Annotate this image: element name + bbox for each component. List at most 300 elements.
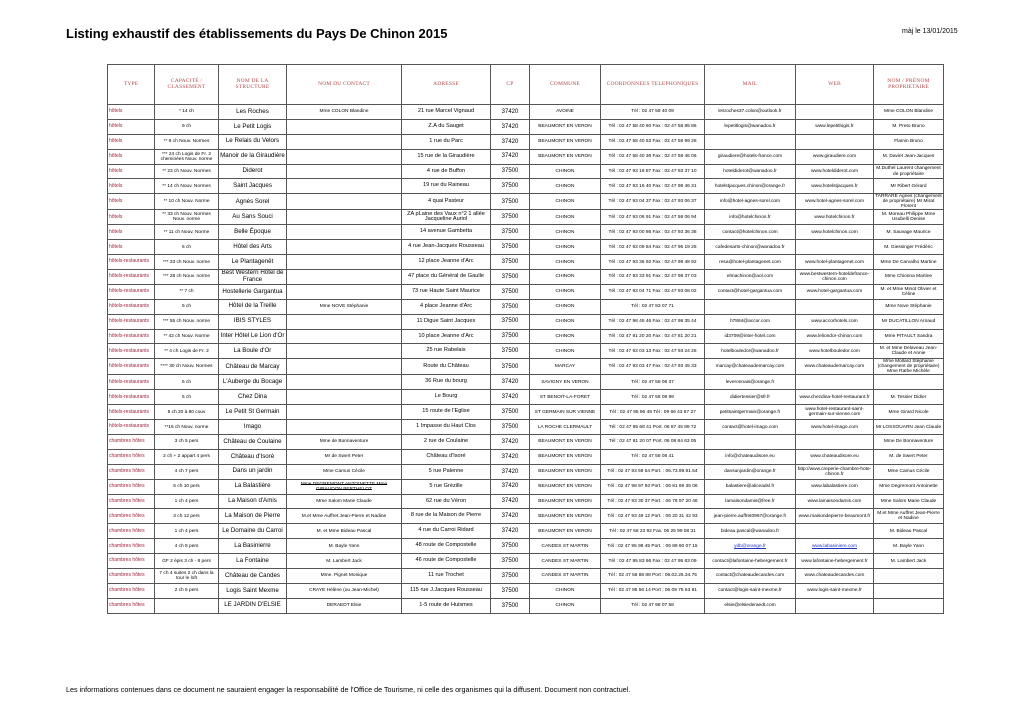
- web-cell[interactable]: www.hotelstjacques.fr: [796, 179, 874, 194]
- web-cell[interactable]: http://www.creperie-chambre-hote-chinon.fr: [796, 464, 874, 479]
- structure-name-cell: Château de Coulaine: [219, 435, 287, 450]
- town-cell: CHINON: [530, 329, 601, 344]
- table-header-row: [108, 65, 944, 105]
- contact-cell: M. Lambert Jack: [287, 554, 402, 569]
- owner-cell: M. Preto Bruno: [874, 119, 944, 134]
- phone-cell: Tél : 02 47 93 04 37 Fax : 02 47 93 06 37: [601, 194, 705, 210]
- address-cell: 10 place Jeanne d'Arc: [402, 329, 491, 344]
- type-cell: chambres hôtes: [108, 494, 155, 509]
- owner-cell: M. Daviet Jean-Jacques: [874, 149, 944, 164]
- postcode-cell: 37500: [491, 569, 530, 584]
- phone-cell: Tél : 02 47 95 68 41 Port. 06 87 45 89 72: [601, 420, 705, 435]
- type-cell: chambres hôtes: [108, 598, 155, 613]
- mail-cell[interactable]: contact@hotel-imago.com: [705, 420, 796, 435]
- contact-cell: [287, 329, 402, 344]
- capacity-cell: 5 ch: [155, 375, 219, 390]
- type-cell: hôtels-restaurants: [108, 375, 155, 390]
- address-cell: 47 place du Général de Gaulle: [402, 270, 491, 285]
- structure-name-cell: Au Sans Souci: [219, 210, 287, 225]
- table-row: [108, 255, 944, 270]
- web-cell[interactable]: www.maisondepierre-beaumont.fr: [796, 509, 874, 524]
- owner-cell: Mme De Bonnaventure: [874, 435, 944, 450]
- mail-cell[interactable]: hoteldiderot@wanadoo.fr: [705, 164, 796, 179]
- owner-cell: Mme Camus Cécile: [874, 464, 944, 479]
- table-row: [108, 494, 944, 509]
- address-cell: 19 rue du Raineau: [402, 179, 491, 194]
- phone-cell: Tél : 02 47 98 07 58: [601, 598, 705, 613]
- web-cell[interactable]: www.logis-saint-mexme.fr: [796, 583, 874, 598]
- phone-cell: Tél : 02 47 81 20 07 Port. 06 08 84 63 05: [601, 435, 705, 450]
- capacity-cell: ** 7 ch: [155, 284, 219, 299]
- postcode-cell: 37500: [491, 329, 530, 344]
- web-cell[interactable]: www.hotel-restaurant-saint-germain-sur-vienne.com: [796, 405, 874, 420]
- address-cell: 4 rue de Buffon: [402, 164, 491, 179]
- town-cell: CANDES ST MARTIN: [530, 539, 601, 554]
- column-header-phone: COORDONNEES TELEPHONIQUES: [601, 65, 705, 105]
- address-cell: 4 rue Jean-Jacques Rousseau: [402, 240, 491, 255]
- type-cell: hôtels-restaurants: [108, 299, 155, 314]
- owner-cell: Mr Ribert Gérard: [874, 179, 944, 194]
- phone-cell: Tél : 02 47 58 08 37: [601, 375, 705, 390]
- mail-cell[interactable]: balastiere@aliceadsl.fr: [705, 479, 796, 494]
- contact-cell: [287, 194, 402, 210]
- structure-name-cell: La Boule d'Or: [219, 344, 287, 359]
- web-cell: [796, 134, 874, 149]
- mail-cell: [705, 134, 796, 149]
- structure-name-cell: Le Plantagenêt: [219, 255, 287, 270]
- web-cell[interactable]: www.chateaudisore.eu: [796, 449, 874, 464]
- structure-name-cell: Best Western Hôtel de France: [219, 270, 287, 285]
- type-cell: chambres hôtes: [108, 509, 155, 524]
- capacity-cell: 6 ch: [155, 240, 219, 255]
- column-header-owner: NOM / PRÉNOM PROPRIETAIRE: [874, 65, 944, 105]
- postcode-cell: 37500: [491, 299, 530, 314]
- capacity-cell: ** 23 ch Nouv. Normes: [155, 164, 219, 179]
- mail-cell[interactable]: elmachinon@aol.com: [705, 270, 796, 285]
- postcode-cell: 37500: [491, 164, 530, 179]
- owner-cell: [874, 598, 944, 613]
- structure-name-cell: Hôtel de la Treille: [219, 299, 287, 314]
- contact-cell: DERAEDT Elsie: [287, 598, 402, 613]
- type-cell: chambres hôtes: [108, 464, 155, 479]
- postcode-cell: 37420: [491, 494, 530, 509]
- column-header-capacity: CAPACITÉ / CLASSEMENT: [155, 65, 219, 105]
- capacity-cell: *** 28 ch Nouv. norme: [155, 270, 219, 285]
- address-cell: 5 rue Grézille: [402, 479, 491, 494]
- type-cell: hôtels-restaurants: [108, 284, 155, 299]
- address-cell: 25 rue Rabelais: [402, 344, 491, 359]
- postcode-cell: 37500: [491, 405, 530, 420]
- phone-cell: Tél : 02 47 58 88 88 Port : 06.02.26.34.75: [601, 569, 705, 584]
- structure-name-cell: Château d'Isoré: [219, 449, 287, 464]
- town-cell: CANDES ST MARTIN: [530, 569, 601, 584]
- town-cell: BEAUMONT EN VERON: [530, 494, 601, 509]
- owner-cell: M. et Mme Delaveau Jean-Claude et Annie: [874, 344, 944, 359]
- address-cell: ZA pLaine des Vaux n°2 1 allée Jacqueline Auriol: [402, 210, 491, 225]
- column-header-postcode: CP: [491, 65, 530, 105]
- table-row: [108, 299, 944, 314]
- contact-cell: Mme NOVE Stéphanie: [287, 299, 402, 314]
- structure-name-cell: L'Auberge du Bocage: [219, 375, 287, 390]
- town-cell: CHINON: [530, 598, 601, 613]
- table-row: [108, 464, 944, 479]
- capacity-cell: *** 55 ch Nouv. norme: [155, 314, 219, 329]
- type-cell: hôtels-restaurants: [108, 420, 155, 435]
- owner-cell: M.et Mme Auffret Jean-Pierre et Nadine: [874, 509, 944, 524]
- owner-cell: Mr DUCATILLON Arnaud: [874, 314, 944, 329]
- owner-cell: M. Sauvage Maurice: [874, 225, 944, 240]
- mail-cell[interactable]: didiertessier@sfr.fr: [705, 390, 796, 405]
- phone-cell: Tél : 02 47 58 08 99: [601, 390, 705, 405]
- capacity-cell: 3 ch 5 pers: [155, 435, 219, 450]
- update-date: màj le 13/01/2015: [902, 28, 958, 35]
- structure-name-cell: La Maison de Pierre: [219, 509, 287, 524]
- web-cell[interactable]: www.hotel-plantagenet.com: [796, 255, 874, 270]
- structure-name-cell: Le Domaine du Carroi: [219, 524, 287, 539]
- mail-cell[interactable]: info@chateaudisore.eu: [705, 449, 796, 464]
- mail-cell[interactable]: hotelbouledor@wanadoo.fr: [705, 344, 796, 359]
- table-row: [108, 225, 944, 240]
- address-cell: 62 rue du Véron: [402, 494, 491, 509]
- web-cell[interactable]: www.accorhotels.com: [796, 314, 874, 329]
- web-cell: [796, 105, 874, 120]
- type-cell: chambres hôtes: [108, 524, 155, 539]
- type-cell: hôtels: [108, 134, 155, 149]
- address-cell: 1 rue du Parc: [402, 134, 491, 149]
- structure-name-cell: Le Relais du Velors: [219, 134, 287, 149]
- structure-name-cell: IBIS STYLES: [219, 314, 287, 329]
- phone-cell: Tél : 02 47 58 23 92 Fax. 06 25 99 58 31: [601, 524, 705, 539]
- address-cell: 14 avenue Gambetta: [402, 225, 491, 240]
- table-row: [108, 284, 944, 299]
- table-body: [108, 105, 944, 614]
- owner-cell: M. Moreau Philippe Mme Usubelli Denise: [874, 210, 944, 225]
- structure-name-cell: Château de Marcay: [219, 359, 287, 375]
- web-cell[interactable]: www.hotelchinon.com: [796, 225, 874, 240]
- type-cell: hôtels: [108, 194, 155, 210]
- postcode-cell: 37420: [491, 464, 530, 479]
- mail-cell[interactable]: lesroches37.colon@outlook.fr: [705, 105, 796, 120]
- disclaimer: Les informations contenues dans ce document ne sauraient engager la responsabilité de l'Office de Tourisme, ni celle des organismes qui la diffusent. Document non contractuel.: [66, 685, 631, 694]
- address-cell: 4 place Jeanne d'Arc: [402, 299, 491, 314]
- table-row: [108, 569, 944, 584]
- type-cell: hôtels-restaurants: [108, 405, 155, 420]
- postcode-cell: 37420: [491, 134, 530, 149]
- capacity-cell: ** 4 ch Logis de Fr. 2: [155, 344, 219, 359]
- capacity-cell: ** 10 ch Nouv. Norme: [155, 194, 219, 210]
- owner-cell: Mme Girard Nicole: [874, 405, 944, 420]
- web-cell[interactable]: www.hotelbouledor.com: [796, 344, 874, 359]
- mail-cell[interactable]: info@hotel-agnes-sorel.com: [705, 194, 796, 210]
- web-cell[interactable]: www.leliondor-chinon.com: [796, 329, 874, 344]
- column-header-address: ADRESSE: [402, 65, 491, 105]
- capacity-cell: *** 33 ch Nouv. norme: [155, 255, 219, 270]
- mail-cell[interactable]: cafedesarts-chinon@wanadoo.fr: [705, 240, 796, 255]
- contact-cell: M. et Mme Bideau Pascal: [287, 524, 402, 539]
- mail-cell[interactable]: elsie@elsiederaedt.com: [705, 598, 796, 613]
- capacity-cell: [155, 598, 219, 613]
- column-header-web: WEB: [796, 65, 874, 105]
- capacity-cell: 1 ch 4 pers: [155, 524, 219, 539]
- structure-name-cell: Hôtel des Arts: [219, 240, 287, 255]
- town-cell: BEAUMONT EN VERON: [530, 509, 601, 524]
- town-cell: BEAUMONT EN VERON: [530, 119, 601, 134]
- mail-cell[interactable]: jean-pierre.auffret0967@orange.fr: [705, 509, 796, 524]
- structure-name-cell: Belle Époque: [219, 225, 287, 240]
- town-cell: BEAUMONT EN VERON: [530, 449, 601, 464]
- type-cell: chambres hôtes: [108, 554, 155, 569]
- owner-cell: Mme Chionna Martine: [874, 270, 944, 285]
- contact-cell: CRAYE Hélène (ou Jean-Michel): [287, 583, 402, 598]
- town-cell: CHINON: [530, 270, 601, 285]
- postcode-cell: 37500: [491, 270, 530, 285]
- capacity-cell: 5 ch 20 à 80 couv: [155, 405, 219, 420]
- web-cell[interactable]: www.lepetitlogis.fr: [796, 119, 874, 134]
- web-cell[interactable]: www.chezdina-hotel-restaurant.fr: [796, 390, 874, 405]
- postcode-cell: 37500: [491, 583, 530, 598]
- postcode-cell: 37420: [491, 524, 530, 539]
- postcode-cell: 37420: [491, 435, 530, 450]
- mail-cell[interactable]: hotelstjacques.chinon@orange.fr: [705, 179, 796, 194]
- web-cell: [796, 598, 874, 613]
- phone-cell: Tél : 02 47 81 20 20 Fax : 02 47 81 20 21: [601, 329, 705, 344]
- type-cell: hôtels: [108, 149, 155, 164]
- web-cell[interactable]: www.hotel-agnes-sorel.com: [796, 194, 874, 210]
- structure-name-cell: Diderot: [219, 164, 287, 179]
- phone-cell: Tél : 02 47 95 83 66 Fax : 02 47 95 83 09: [601, 554, 705, 569]
- phone-cell: Tél : 02 47 93 18 87 Fax : 02 47 93 37 10: [601, 164, 705, 179]
- web-cell[interactable]: www.bestwestern-hoteldefrance-chinon.com: [796, 270, 874, 285]
- table-row: [108, 509, 944, 524]
- contact-cell: [287, 240, 402, 255]
- owner-cell: Mme Degremont Antoinette: [874, 479, 944, 494]
- postcode-cell: 37500: [491, 598, 530, 613]
- phone-cell: Tél : 02 47 58 40 09: [601, 105, 705, 120]
- web-cell[interactable]: www.hotel-gargantua.com: [796, 284, 874, 299]
- structure-name-cell: La Balastière: [219, 479, 287, 494]
- phone-cell: Tél : 02 47 95 98 45 Port. : 06 89 60 07 15: [601, 539, 705, 554]
- capacity-cell: 7 ch 4 suites 2 ch dans la tour le loft: [155, 569, 219, 584]
- mail-cell[interactable]: petitsaintgermain@orange.fr: [705, 405, 796, 420]
- address-cell: 73 rue Haute Saint Maurice: [402, 284, 491, 299]
- address-cell: 1 Impasse du Haut Clos: [402, 420, 491, 435]
- type-cell: chambres hôtes: [108, 583, 155, 598]
- capacity-cell: ** 42 ch Nouv. Norme: [155, 329, 219, 344]
- address-cell: 36 Rue du bourg: [402, 375, 491, 390]
- owner-cell: [874, 569, 944, 584]
- mail-cell[interactable]: lepetitlogis@wanadoo.fr: [705, 119, 796, 134]
- phone-cell: Tél : 02 47 93 03 13 Fax : 02 47 93 24 25: [601, 344, 705, 359]
- mail-cell[interactable]: contact@lafontaine-hebergement.fr: [705, 554, 796, 569]
- contact-cell: [287, 164, 402, 179]
- table-row: [108, 149, 944, 164]
- address-cell: Route du Château: [402, 359, 491, 375]
- structure-name-cell: Saint Jacques: [219, 179, 287, 194]
- capacity-cell: **15 ch Nouv. norme: [155, 420, 219, 435]
- postcode-cell: 37420: [491, 449, 530, 464]
- town-cell: CHINON: [530, 164, 601, 179]
- contact-cell: [287, 270, 402, 285]
- contact-cell: [287, 420, 402, 435]
- phone-cell: Tél : 02 47 98 46 46 Fax : 02 47 98 35 44: [601, 314, 705, 329]
- web-cell[interactable]: www.labasiniere.com: [796, 539, 874, 554]
- web-cell[interactable]: www.lamaisondamis.com: [796, 494, 874, 509]
- postcode-cell: 37500: [491, 194, 530, 210]
- contact-cell: Mme DEGREMONT ANTOINETTE Mme GIRAUDON BERTHELOT: [287, 479, 402, 494]
- postcode-cell: 37500: [491, 210, 530, 225]
- town-cell: ST BENOIT-LA-FORET: [530, 390, 601, 405]
- postcode-cell: 37500: [491, 344, 530, 359]
- table-row: [108, 105, 944, 120]
- mail-cell[interactable]: giraudiere@hotels-france.com: [705, 149, 796, 164]
- establishments-table: [107, 64, 944, 614]
- structure-name-cell: La Basinierre: [219, 539, 287, 554]
- web-cell[interactable]: www.hotelchinon.fr: [796, 210, 874, 225]
- structure-name-cell: Imago: [219, 420, 287, 435]
- owner-cell: Mme Salom Marie Claude: [874, 494, 944, 509]
- address-cell: 11 Digue Saint Jacques: [402, 314, 491, 329]
- mail-cell[interactable]: lamaisondamis@free.fr: [705, 494, 796, 509]
- column-header-type: TYPE: [108, 65, 155, 105]
- phone-cell: Tél : 02 47 58 40 60 Fax : 02 47 58 85 86: [601, 119, 705, 134]
- table-row: [108, 420, 944, 435]
- type-cell: hôtels: [108, 225, 155, 240]
- table-row: [108, 134, 944, 149]
- web-cell[interactable]: www.lafontaine-hebergement.fr: [796, 554, 874, 569]
- postcode-cell: 37420: [491, 375, 530, 390]
- town-cell: CHINON: [530, 179, 601, 194]
- structure-name-cell: La Fontaine: [219, 554, 287, 569]
- phone-cell: Tél : 02 47 58 40 36 Fax : 02 47 58 46 06: [601, 149, 705, 164]
- owner-cell: [874, 375, 944, 390]
- address-cell: 21 rue Marcel Vignaud: [402, 105, 491, 120]
- web-cell[interactable]: www.chateaudemarcay.com: [796, 359, 874, 375]
- town-cell: ST GERMAIN SUR VIENNE: [530, 405, 601, 420]
- owner-cell: M. Giessinger Frédéric: [874, 240, 944, 255]
- table-row: [108, 583, 944, 598]
- web-cell[interactable]: www.hoteldiderot.com: [796, 164, 874, 179]
- contact-cell: [287, 225, 402, 240]
- structure-name-cell: Logis Saint Mexme: [219, 583, 287, 598]
- mail-cell: [705, 435, 796, 450]
- town-cell: CHINON: [530, 240, 601, 255]
- contact-cell: [287, 375, 402, 390]
- phone-cell: Tél : 02 47 93 09 84 Fax : 02 47 95 19 25: [601, 240, 705, 255]
- town-cell: CHINON: [530, 194, 601, 210]
- mail-cell[interactable]: contact@hotelchinon.com: [705, 225, 796, 240]
- mail-cell[interactable]: leveronnais@orange.fr: [705, 375, 796, 390]
- postcode-cell: 37420: [491, 390, 530, 405]
- mail-cell[interactable]: contact@logis-saint-mexme.fr: [705, 583, 796, 598]
- mail-cell[interactable]: bideau.pascal@wanadoo.fr: [705, 524, 796, 539]
- phone-cell: Tél : 02 47 58 40 53 Fax : 02 47 58 99 28: [601, 134, 705, 149]
- postcode-cell: 37500: [491, 314, 530, 329]
- town-cell: CHINON: [530, 299, 601, 314]
- table-row: [108, 435, 944, 450]
- town-cell: CHINON: [530, 225, 601, 240]
- owner-cell: Mme Nove Stéphanie: [874, 299, 944, 314]
- owner-cell: Mme De Carvalho Martine: [874, 255, 944, 270]
- table-row: [108, 524, 944, 539]
- structure-name-cell: La Maison d'Amis: [219, 494, 287, 509]
- contact-cell: [287, 314, 402, 329]
- mail-cell[interactable]: ydb@orange.fr: [705, 539, 796, 554]
- owner-cell: Mme COLON Blandine: [874, 105, 944, 120]
- contact-cell: [287, 119, 402, 134]
- type-cell: hôtels: [108, 210, 155, 225]
- owner-cell: M. Bayle Yann: [874, 539, 944, 554]
- address-cell: 1-5 route de Huismes: [402, 598, 491, 613]
- phone-cell: Tél : 02 47 93 03 47 Fax : 02 47 93 45 33: [601, 359, 705, 375]
- contact-cell: [287, 179, 402, 194]
- address-cell: 8 rue de la Maison de Pierre: [402, 509, 491, 524]
- table-row: [108, 119, 944, 134]
- mail-cell[interactable]: info@hotelchinon.fr: [705, 210, 796, 225]
- type-cell: hôtels: [108, 105, 155, 120]
- phone-cell: Tél : 02 47 93 00 86 Fax : 02 47 93 36 38: [601, 225, 705, 240]
- contact-cell: [287, 134, 402, 149]
- mail-cell[interactable]: h7864@accor.com: [705, 314, 796, 329]
- owner-cell: Flamin Bruno: [874, 134, 944, 149]
- town-cell: BEAUMONT EN VERON: [530, 435, 601, 450]
- phone-cell: Tél : 02 47 93 06 91 Fax : 02 47 58 06 94: [601, 210, 705, 225]
- mail-cell[interactable]: dansunjardin@orange.fr: [705, 464, 796, 479]
- town-cell: CHINON: [530, 583, 601, 598]
- contact-cell: [287, 149, 402, 164]
- address-cell: 4 quai Pasteur: [402, 194, 491, 210]
- type-cell: hôtels-restaurants: [108, 390, 155, 405]
- contact-cell: Mme Camus Cécile: [287, 464, 402, 479]
- owner-cell: M. Lambert Jack: [874, 554, 944, 569]
- structure-name-cell: Hostellerie Gargantua: [219, 284, 287, 299]
- table-row: [108, 179, 944, 194]
- web-cell[interactable]: www.labalastiere.com: [796, 479, 874, 494]
- contact-cell: [287, 255, 402, 270]
- mail-cell: [705, 299, 796, 314]
- web-cell[interactable]: www.hotel-imago.com: [796, 420, 874, 435]
- postcode-cell: 37420: [491, 149, 530, 164]
- address-cell: 115 rue J.Jacques Rousseau: [402, 583, 491, 598]
- mail-cell[interactable]: id3709@inter-hotel.com: [705, 329, 796, 344]
- phone-cell: Tél : 02 47 93 07 71: [601, 299, 705, 314]
- mail-cell[interactable]: contact@hotel-gargantua.com: [705, 284, 796, 299]
- postcode-cell: 37420: [491, 479, 530, 494]
- postcode-cell: 37500: [491, 554, 530, 569]
- web-cell[interactable]: www.chateaudecandes.com: [796, 569, 874, 584]
- contact-cell: Mr de Swert Peter: [287, 449, 402, 464]
- town-cell: AVOINE: [530, 105, 601, 120]
- capacity-cell: GF 2 épis 3 ch - 8 pers: [155, 554, 219, 569]
- capacity-cell: **** 30 ch Nouv. Normes: [155, 359, 219, 375]
- type-cell: hôtels: [108, 164, 155, 179]
- structure-name-cell: Le Petit Logis: [219, 119, 287, 134]
- table-row: [108, 539, 944, 554]
- phone-cell: Tél : 02 47 93 49 12 Port. : 06 20 31 42 93: [601, 509, 705, 524]
- mail-cell[interactable]: contact@chateaudecandes.com: [705, 569, 796, 584]
- table-row: [108, 554, 944, 569]
- mail-cell[interactable]: resa@hotel-plantagenet.com: [705, 255, 796, 270]
- postcode-cell: 37420: [491, 105, 530, 120]
- column-header-structure-name: NOM DE LA STRUCTURE: [219, 65, 287, 105]
- contact-cell: [287, 284, 402, 299]
- capacity-cell: 5 ch 10 pers: [155, 479, 219, 494]
- table-row: [108, 598, 944, 613]
- mail-cell[interactable]: marcay@chateaudemarcay.com: [705, 359, 796, 375]
- web-cell[interactable]: www.giraudiere.com: [796, 149, 874, 164]
- type-cell: chambres hôtes: [108, 539, 155, 554]
- postcode-cell: 37500: [491, 255, 530, 270]
- contact-cell: Mme Salom Marie Claude: [287, 494, 402, 509]
